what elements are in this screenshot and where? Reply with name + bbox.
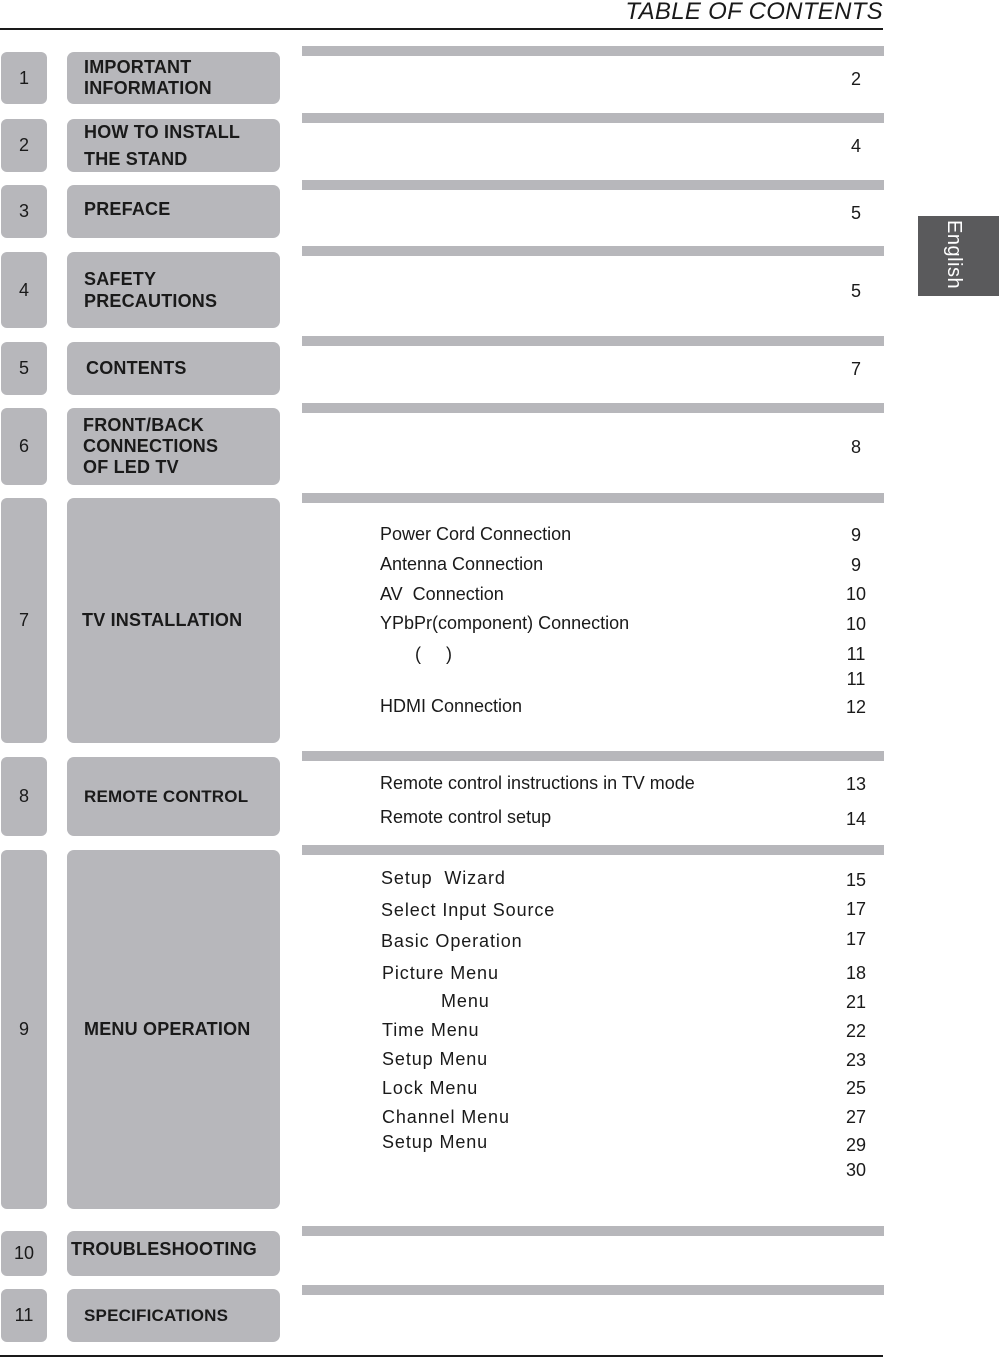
toc-entry[interactable]: Setup Wizard (381, 868, 506, 888)
section-number: 7 (1, 498, 47, 743)
toc-entry[interactable]: Picture Menu (382, 963, 499, 983)
page-number: 5 (850, 281, 861, 301)
section-divider-bar (302, 845, 884, 855)
section-title-tv-installation[interactable] (67, 498, 280, 743)
toc-entry[interactable]: ( ) (380, 644, 452, 664)
toc-entry[interactable]: Basic Operation (381, 931, 523, 951)
page-title: TABLE OF CONTENTS (625, 0, 883, 25)
section-title-line: FRONT/BACK (83, 415, 204, 435)
page-number: 8 (850, 437, 861, 457)
section-number: 2 (1, 119, 47, 172)
section-title-menu-operation[interactable] (67, 850, 280, 1209)
section-divider-bar (302, 403, 884, 413)
language-tab (918, 216, 999, 296)
toc-entry[interactable]: Select Input Source (381, 900, 556, 920)
section-number: 10 (1, 1231, 47, 1276)
page-number: 5 (850, 203, 861, 223)
page-number: 30 (845, 1160, 867, 1180)
section-divider-bar (302, 246, 884, 256)
page-number: 17 (845, 929, 867, 949)
section-number: 9 (1, 850, 47, 1209)
section-divider-bar (302, 336, 884, 346)
section-title-preface[interactable] (67, 185, 280, 238)
page-number: 11 (846, 644, 866, 664)
section-title-line: MENU OPERATION (84, 1019, 251, 1039)
page-number: 27 (845, 1107, 867, 1127)
section-title-remote-control[interactable] (67, 757, 280, 836)
section-title-contents[interactable] (67, 342, 280, 395)
page-number: 7 (850, 359, 861, 379)
section-title-line: REMOTE CONTROL (84, 787, 249, 806)
page-number: 11 (846, 669, 866, 689)
page-number: 2 (850, 69, 861, 89)
section-divider-bar (302, 751, 884, 761)
section-title-troubleshooting[interactable] (67, 1231, 280, 1276)
section-divider-bar (302, 46, 884, 56)
section-title-line: HOW TO INSTALL (84, 121, 241, 142)
header-rule (0, 28, 883, 30)
toc-entry[interactable]: Antenna Connection (380, 554, 544, 574)
section-divider-bar (302, 113, 884, 123)
section-title-important-information[interactable] (67, 52, 280, 104)
page-number: 23 (845, 1050, 867, 1070)
page-number: 12 (845, 697, 867, 717)
section-title-line: CONTENTS (86, 358, 187, 378)
page-number: 9 (850, 555, 861, 575)
language-tab-label: English (943, 220, 965, 290)
section-divider-bar (302, 1285, 884, 1295)
page-number: 25 (845, 1078, 867, 1098)
section-title-line: INFORMATION (84, 78, 212, 98)
section-title-line: OF LED TV (83, 457, 179, 477)
section-number: 5 (1, 342, 47, 395)
toc-entry[interactable]: Menu (382, 991, 490, 1011)
section-title-line: CONNECTIONS (83, 436, 219, 456)
section-title-specifications[interactable] (67, 1289, 280, 1342)
toc-entry[interactable]: Channel Menu (382, 1107, 510, 1127)
toc-entry[interactable]: Remote control setup (380, 807, 552, 827)
page-number: 10 (845, 614, 867, 634)
page-number: 15 (845, 870, 867, 890)
page-number: 10 (845, 584, 867, 604)
toc-entry[interactable]: Setup Menu (382, 1049, 489, 1069)
page-number: 9 (850, 525, 861, 545)
page-number: 22 (845, 1021, 867, 1041)
section-title-line: TV INSTALLATION (82, 610, 243, 630)
toc-entry[interactable]: Setup Menu (382, 1132, 489, 1152)
section-title-front-back-connections[interactable] (67, 408, 280, 485)
section-title-line: PRECAUTIONS (84, 291, 218, 311)
toc-entry[interactable]: HDMI Connection (380, 696, 523, 716)
section-title-line: IMPORTANT (84, 57, 192, 77)
page-number: 29 (845, 1135, 867, 1155)
page-number: 18 (845, 963, 867, 983)
page-number: 13 (845, 774, 867, 794)
section-divider-bar (302, 180, 884, 190)
page-number: 17 (845, 899, 867, 919)
toc-entry[interactable]: YPbPr(component) Connection (380, 613, 630, 633)
section-title-line: THE STAND (84, 148, 188, 169)
section-title-line: SAFETY (84, 269, 157, 289)
section-number: 8 (1, 757, 47, 836)
section-divider-bar (302, 1226, 884, 1236)
section-number: 3 (1, 185, 47, 238)
page-number: 14 (845, 809, 867, 829)
section-title-line: PREFACE (84, 199, 171, 219)
page-number: 21 (845, 992, 867, 1012)
section-title-how-to-install-the-stand[interactable] (67, 119, 280, 172)
section-number: 4 (1, 252, 47, 328)
toc-entry[interactable]: Time Menu (382, 1020, 480, 1040)
section-number: 11 (1, 1289, 47, 1342)
section-divider-bar (302, 493, 884, 503)
toc-entry[interactable]: Remote control instructions in TV mode (380, 773, 695, 793)
section-title-safety-precautions[interactable] (67, 252, 280, 328)
toc-entry[interactable]: Lock Menu (382, 1078, 479, 1098)
section-title-line: SPECIFICATIONS (84, 1306, 229, 1325)
toc-entry[interactable]: Power Cord Connection (380, 524, 572, 544)
page-number: 4 (850, 136, 861, 156)
section-number: 6 (1, 408, 47, 485)
toc-entry[interactable]: AV Connection (380, 584, 504, 604)
section-number: 1 (1, 52, 47, 104)
section-title-line: TROUBLESHOOTING (71, 1239, 257, 1259)
